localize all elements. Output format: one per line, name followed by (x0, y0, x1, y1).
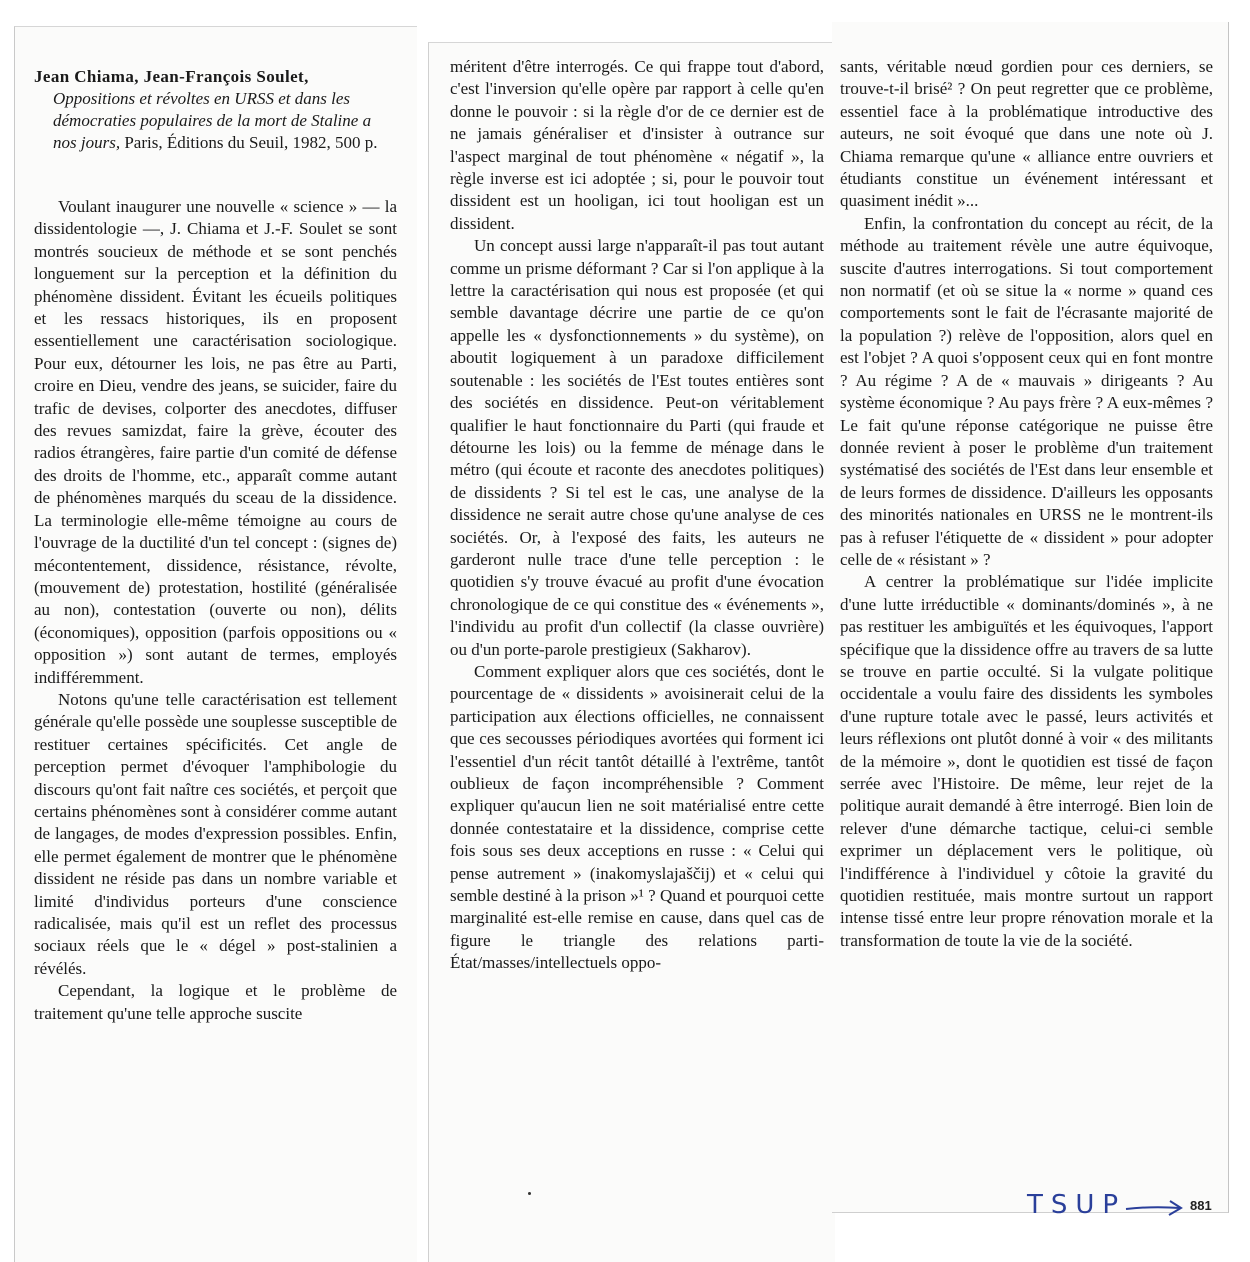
paragraph: Voulant inaugurer une nouvelle « science » — la dissidentologie —, J. Chiama et J.-F. Soulet se sont montrés soucieux de méthode et se sont penchés longuement sur la perception et la définition du phénomène dissident. Évitant les écueils politiques et les ressacs historiques, ils en proposent essentiellement une caractérisation sociologique. Pour eux, détourner les lois, ne pas être au Parti, croire en Dieu, vendre des jeans, se suicider, faire du trafic de devises, colporter des anecdotes, diffuser des revues samizdat, faire la grève, écouter des radios étrangères, faire partie d'un comité de défense des droits de l'homme, etc., apparaît comme autant de phénomènes marqués du sceau de la dissidence. La terminologie elle-même témoigne au cours de l'ouvrage de la ductilité d'un tel concept : (signes de) mécontentement, dissidence, résistance, révolte, (mouvement de) protestation, hostilité (généralisée au non), contestation (ouverte ou non), délits (économiques), opposition (parfois oppositions ou « opposition ») sont autant de termes, employés indifféremment. (34, 197, 397, 687)
paragraph: sants, véritable nœud gordien pour ces derniers, se trouve-t-il brisé² ? On peut regretter que ce problème, essentiel face à la problématique introductive des auteurs, ne soit évoqué que dans une note où J. Chiama remarque qu'une « alliance entre ouvriers et étudiants constitue un événement intéressant et quasiment inédit »... (840, 57, 1213, 211)
paragraph: A centrer la problématique sur l'idée implicite d'une lutte irréductible « dominants/dominés », à ne pas restituer les ambiguïtés et les équivoques, l'apport spécifique que la dissidence offre au travers de sa lutte se trouve en partie occulté. Si la vulgate politique occidentale a voulu faire des dissidents les symboles d'une rupture totale avec le passé, leurs activités et leurs réflexions ont plutôt donné à voir « des militants de la mémoire », dont le quotidien est tissé de façon serrée avec l'Histoire. De même, leur rejet de la politique aurait demandé à être interrogé. Bien loin de relever d'une démarche tactique, celui-ci semble exprimer un déplacement vers le politique, où l'indifférence à l'individuel y côtoie la gravité du quotidien restituée, mais montre surtout un rapport intense tissé entre leur propre rénovation morale et la transformation de toute la vie de la société. (840, 572, 1213, 950)
middle-column (450, 56, 824, 975)
paragraph: Un concept aussi large n'apparaît-il pas tout autant comme un prisme déformant ? Car si l'on applique à la lettre la caractérisation qui nous est proposée (et qui semble davantage décrire une partie de ce qu'on appelle les « dysfonctionnements » du système), on aboutit logiquement à un paradoxe difficilement soutenable : les sociétés de l'Est toutes entières sont des sociétés en dissidence. Peut-on véritablement qualifier le haut fonctionnaire du Parti (qui fraude et détourne les lois) ou la femme de ménage dans le métro (qui écoute et raconte des anecdotes politiques) de dissidents ? Si tel est le cas, une analyse de la dissidence ne serait autre chose qu'une analyse de ces sociétés. Or, à l'exposé des faits, les auteurs ne garderont nulle trace d'une telle perception : le quotidien s'y trouve évacué au profit d'une évocation chronologique de ce qui constitue des « événements », l'individu au profit d'un collectif (la classe ouvrière) ou d'un porte-parole prestigieux (Sakharov). (450, 236, 824, 659)
book-authors: Jean Chiama, Jean-François Soulet, (34, 67, 309, 86)
paragraph: Comment expliquer alors que ces sociétés, dont le pourcentage de « dissidents » avoisinerait celui de la participation aux élections officielles, ne connaissent que ces secousses périodiques avortées qui forment ici l'essentiel d'un récit tantôt détaillé à l'extrême, tantôt oublieux de façon incompréhensible ? Comment expliquer qu'aucun lien ne soit matérialisé entre cette donnée contestataire et la dissidence, comprise cette fois sous ses deux acceptions en russe : « Celui qui pense autrement » (inakomyslajaščij) et « celui qui semble destiné à la prison »¹ ? Quand et pourquoi cette marginalité est-elle remise en cause, dans quel cas de figure le triangle des relations parti-État/masses/intellectuels oppo- (450, 661, 824, 973)
ink-speck (528, 1192, 531, 1195)
book-publisher: Paris, Éditions du Seuil, 1982, 500 p. (120, 133, 378, 152)
right-column (840, 56, 1213, 952)
left-column (34, 196, 397, 1025)
book-reference (34, 66, 396, 154)
paragraph: Enfin, la confrontation du concept au récit, de la méthode au traitement révèle une autre équivoque, suscite d'autres interrogations. Si tout comportement non normatif (et où se situe la « norme » quand ces comportements sont le fait de l'écrasante majorité de la population ?) relève de l'opposition, alors quel en est l'objet ? A quoi s'opposent ceux qui en font montre ? Au régime ? A de « mauvais » dirigeants ? Au système économique ? Au pays frère ? A eux-mêmes ? Le fait qu'une réponse catégorique ne puisse être donnée revient à poser le problème d'un traitement systématisé des sociétés de l'Est dans leur ensemble et de leurs formes de dissidence. D'ailleurs les opposants des minorités nationales en URSS ne le montrent-ils pas à refuser l'étiquette de « dissident » pour adopter celle de « résistant » ? (840, 213, 1213, 569)
paragraph: méritent d'être interrogés. Ce qui frappe tout d'abord, c'est l'inversion qu'elle opère par rapport à celle qu'en donne le pouvoir : si la règle d'or de ce dernier est de ne jamais généraliser et d'insister à outrance sur l'aspect marginal de tout phénomène « négatif », la règle inverse est ici adoptée ; si, pour le pouvoir tout dissident est un hooligan, ici tout hooligan est un dissident. (450, 57, 824, 233)
page-number: 881 (1190, 1198, 1212, 1213)
book-title: Oppositions et révoltes en URSS et dans les démocraties populaires de la mort de Staline a nos jours, (53, 89, 372, 152)
handwritten-note: TSUP (1027, 1190, 1127, 1220)
book-details (34, 88, 396, 154)
paragraph: Cependant, la logique et le problème de traitement qu'une telle approche suscite (34, 981, 397, 1023)
paragraph: Notons qu'une telle caractérisation est tellement générale qu'elle possède une souplesse susceptible de restituer certaines spécificités. Cet angle de perception permet d'évoquer l'amphibologie du discours qu'ont fait naître ces sociétés, et perçoit que certains phénomènes sont à considérer comme autant de langages, de modes d'expression possibles. Enfin, elle permet également de montrer que le phénomène dissident ne réside pas dans un nombre variable et limité d'individus porteurs d'une conscience radicalisée, mais qu'il est un reflet des processus sociaux réels que le « dégel » post-stalinien a révélés. (34, 689, 397, 978)
handwritten-arrow-icon (1124, 1196, 1186, 1218)
